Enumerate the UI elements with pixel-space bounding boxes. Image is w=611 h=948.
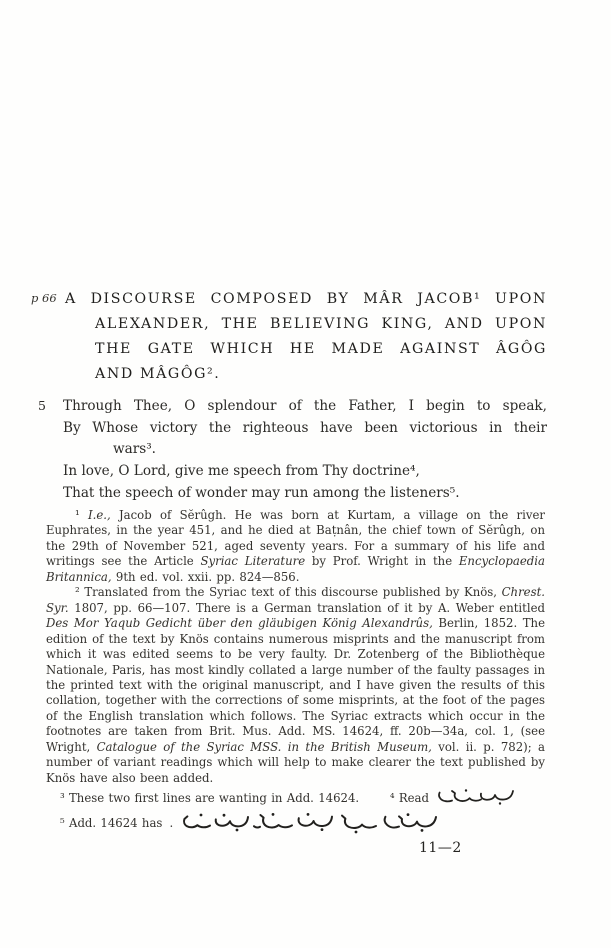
- verse-line: By Whose victory the righteous have been victorious in their: [63, 419, 547, 436]
- verse-line: In love, O Lord, give me speech from Thy doctrine⁴,: [63, 463, 420, 480]
- footnote-paragraphs: [46, 508, 545, 786]
- footnote-1: ¹ I.e., Jacob of Sĕrûgh. He was born at Kurtam, a village on the river Euphrates, in the year 451, and he died at Baṭnân, the chief town of Sĕrûgh, on the 29th of November 521, aged seventy years. For a summary of his life and writings see the Article Syriac Literature by Prof. Wright in the Encyclopaedia Britannica, 9th ed. vol. xxii. pp. 824—856.: [46, 508, 545, 584]
- title-line: A DISCOURSE COMPOSED BY MÂR JACOB¹ UPON: [65, 291, 547, 307]
- signature-mark: 11—2: [419, 840, 462, 856]
- footnote-5-period: .: [169, 816, 174, 831]
- footnote-5: [46, 811, 545, 837]
- verse-line: Through Thee, O splendour of the Father, I begin to speak,: [63, 398, 547, 414]
- footnote-2: ² Translated from the Syriac text of this discourse published by Knös, Chrest. Syr. 1807, pp. 66—107. There is a German translation of it by A. Weber entitled Des Mor Yaqub Gedicht über den gläubigen König Alexandrûs, Berlin, 1852. The edition of the text by Knös contains numerous misprints and the manuscript from which it was edited seems to be very faulty. Dr. Zotenberg of the Bibliothèque Nationale, Paris, has most kindly collated a large number of the faulty passages in the printed text with the original manuscript, and I have given the results of this collation, together with the corrections of some misprints, at the foot of the pages of the English translation which follows. The Syriac extracts which occur in the footnotes are taken from Brit. Mus. Add. MS. 14624, ff. 20b—34a, col. 1, (see Wright, Catalogue of the Syriac MSS. in the British Museum, vol. ii. p. 782); a number of variant readings which will help to make clearer the text published by Knös have also been added.: [46, 585, 545, 785]
- footnote-row-3-4: [46, 788, 545, 806]
- footnote-3: ³ These two first lines are wanting in Add. 14624.: [60, 790, 360, 805]
- title-block: [65, 287, 547, 387]
- margin-page-ref: p 66: [31, 291, 57, 305]
- footnote-5-label: ⁵ Add. 14624 has: [60, 816, 163, 831]
- footnote-4: [390, 788, 515, 806]
- verse-line-number: 5: [38, 398, 46, 413]
- verse-line: That the speech of wonder may run among the listeners⁵.: [63, 484, 460, 501]
- footnotes-section: [46, 508, 545, 837]
- verse-block: [63, 396, 547, 505]
- title-line: AND MÂGÔG².: [95, 366, 221, 382]
- syriac-line-image: [180, 811, 438, 837]
- footnote-4-label: ⁴ Read: [389, 790, 429, 805]
- title-line: ALEXANDER, THE BELIEVING KING, AND UPON: [95, 316, 547, 332]
- syriac-word-image: [435, 788, 515, 806]
- title-line: THE GATE WHICH HE MADE AGAINST ÂGÔG: [95, 341, 547, 357]
- verse-line: wars³.: [113, 441, 156, 458]
